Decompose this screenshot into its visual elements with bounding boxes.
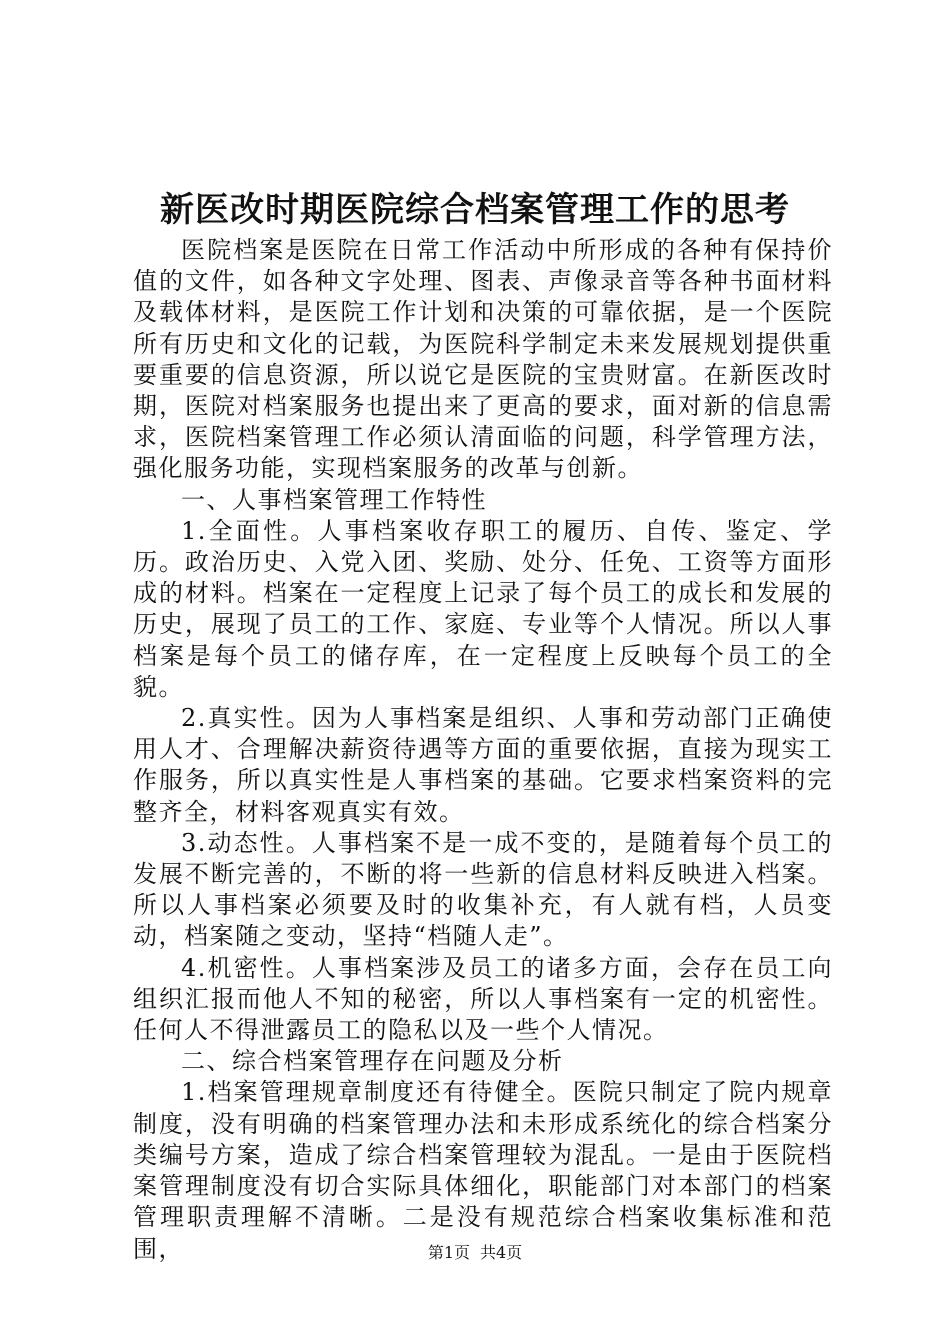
paragraph-item-3: 3.动态性。人事档案不是一成不变的，是随着每个员工的发展不断完善的，不断的将一些新的信息材料反映进入档案。所以人事档案必须要及时的收集补充，有人就有档，人员变动，档案随之变动，坚持“档随人走”。 [133,828,833,951]
page-number-current: 第1页 [427,1243,470,1262]
paragraph-item-1: 1.全面性。人事档案收存职工的履历、自传、鉴定、学历。政治历史、入党入团、奖励、处分、任免、工资等方面形成的材料。档案在一定程度上记录了每个员工的成长和发展的历史，展现了员工的工作、家庭、专业等个人情况。所以人事档案是每个员工的储存库，在一定程度上反映每个员工的全貌。 [133,516,833,701]
page-footer [0,1242,950,1264]
paragraph-item-5: 1.档案管理规章制度还有待健全。医院只制定了院内规章制度，没有明确的档案管理办法和未形成系统化的综合档案分类编号方案，造成了综合档案管理较为混乱。一是由于医院档案管理制度没有切合实际具体细化，职能部门对本部门的档案管理职责理解不清晰。二是没有规范综合档案收集标准和范围， [133,1078,833,1263]
page-number-total: 共4页 [480,1243,523,1262]
section-heading-1: 一、人事档案管理工作特性 [181,485,487,514]
paragraph-intro: 医院档案是医院在日常工作活动中所形成的各种有保持价值的文件，如各种文字处理、图表、声像录音等各种书面材料及载体材料，是医院工作计划和决策的可靠依据，是一个医院所有历史和文化的记载，为医院科学制定未来发展规划提供重要重要的信息资源，所以说它是医院的宝贵财富。在新医改时期，医院对档案服务也提出来了更高的要求，面对新的信息需求，医院档案管理工作必须认清面临的问题，科学管理方法，强化服务功能，实现档案服务的改革与创新。 [133,236,833,483]
paragraph-item-2: 2.真实性。因为人事档案是组织、人事和劳动部门正确使用人才、合理解决薪资待遇等方面的重要依据，直接为现实工作服务，所以真实性是人事档案的基础。它要求档案资料的完整齐全，材料客观真实有效。 [133,704,833,826]
section-heading-2: 二、综合档案管理存在问题及分析 [181,1047,564,1076]
document-title: 新医改时期医院综合档案管理工作的思考 [160,190,790,230]
paragraph-item-4: 4.机密性。人事档案涉及员工的诸多方面，会存在员工向组织汇报而他人不知的秘密，所以人事档案有一定的机密性。任何人不得泄露员工的隐私以及一些个人情况。 [133,953,833,1045]
document-body [133,235,833,1265]
